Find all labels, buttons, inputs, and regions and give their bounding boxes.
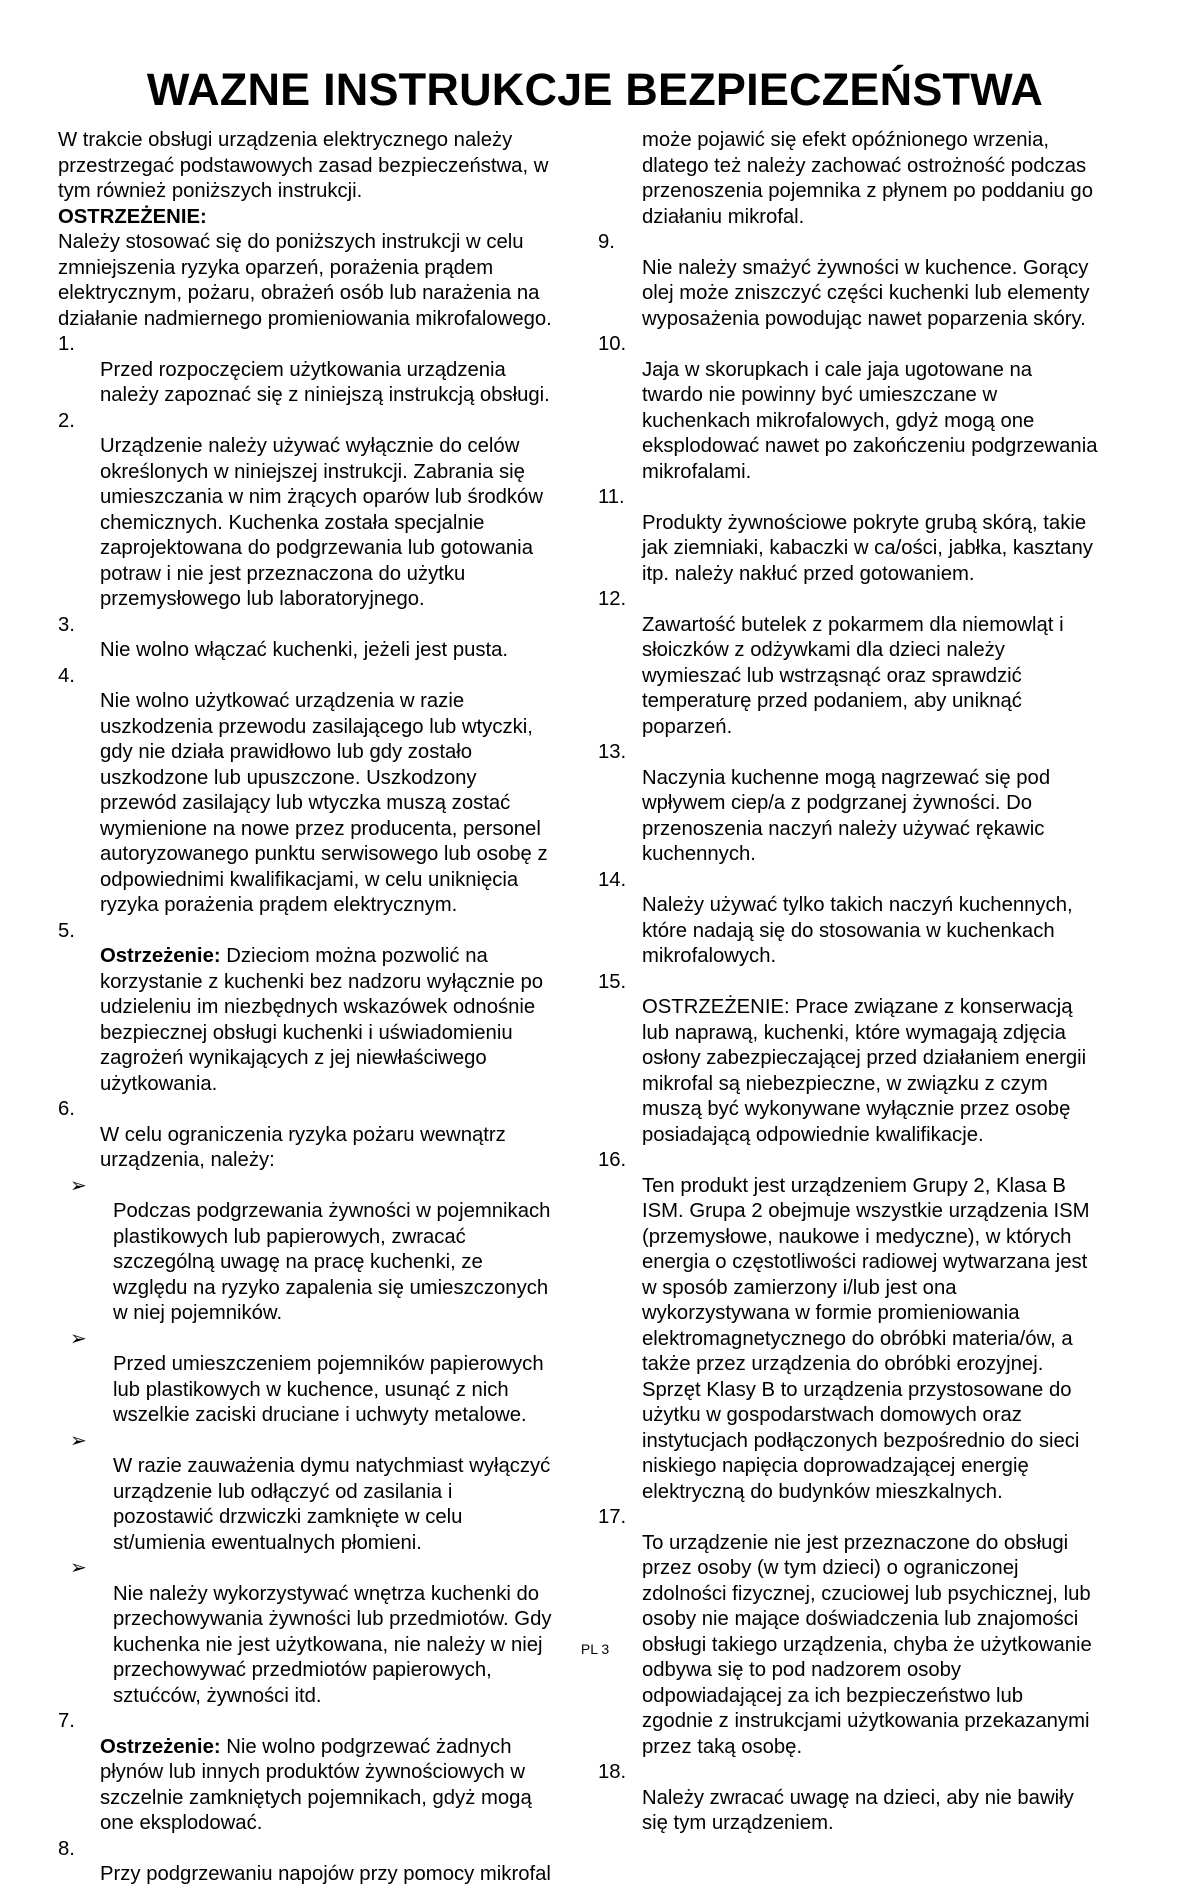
item-8-continuation: może pojawić się efekt opóźnionego wrzenia, dlatego też należy zachować ostrożność podczas przenoszenia pojemnika z płynem po poddaniu go działaniu mikrofal.	[642, 129, 1093, 228]
arrow-bullet-icon: ➢	[70, 1327, 87, 1350]
item-text: Dzieciom można pozwolić na korzystanie z kuchenki bez nadzoru wyłącznie po udzieleniu im niezbędnych wskazówek odnośnie bezpiecznej obsługi kuchenki i uświadomieniu zagrożeń wynikających z jej niewłaściwego użytkowania.	[100, 945, 544, 1095]
list-item-1	[58, 332, 594, 409]
list-item-8	[58, 1837, 594, 1888]
intro-paragraph: W trakcie obsługi urządzenia elektrycznego należy przestrzegać podstawowych zasad bezpieczeństwa, w tym również poniższych instrukcji.	[58, 129, 549, 202]
item-text: Przy podgrzewaniu napojów przy pomocy mikrofal	[100, 1863, 551, 1885]
item-number: 14.	[598, 868, 627, 891]
list-item-17	[598, 1505, 1146, 1760]
sub-list-item-1	[58, 1174, 594, 1327]
item-number: 17.	[598, 1506, 627, 1528]
item-text: Nie należy smażyć żywności w kuchence. Gorący olej może zniszczyć części kuchenki lub elementy wyposażenia powodując nawet poparzenia skóry.	[642, 256, 1090, 330]
list-item-12	[598, 587, 1146, 740]
item-text: Produkty żywnościowe pokryte grubą skórą, takie jak ziemniaki, kabaczki w ca/ości, jabłka, kasztany itp. należy nakłuć przed gotowaniem.	[642, 511, 1093, 585]
sub-item-text: Nie należy wykorzystywać wnętrza kuchenki do przechowywania żywności lub przedmiotów. Gdy kuchenka nie jest użytkowana, nie należy w niej przechowywać przedmiotów papierowych, sztućców, żywności itd.	[113, 1582, 552, 1707]
list-item-15	[598, 970, 1146, 1149]
warning-paragraph: Należy stosować się do poniższych instrukcji w celu zmniejszenia ryzyka oparzeń, porażenia prądem elektrycznym, pożaru, obrażeń osób lub narażenia na działanie nadmiernego promieniowania mikrofalowego.	[58, 231, 552, 330]
left-column	[58, 128, 594, 1888]
list-item-5	[58, 919, 594, 1098]
item-text: Należy używać tylko takich naczyń kuchennych, które nadają się do stosowania w kuchenkach mikrofalowych.	[642, 894, 1073, 967]
item-text: Należy zwracać uwagę na dzieci, aby nie bawiły się tym urządzeniem.	[642, 1786, 1074, 1834]
list-item-7	[58, 1709, 594, 1837]
item-text: Zawartość butelek z pokarmem dla niemowląt i słoiczków z odżywkami dla dzieci należy wymieszać lub wstrząsnąć oraz sprawdzić temperaturę przed podaniem, aby uniknąć poparzeń.	[642, 613, 1064, 738]
item-number: 2.	[58, 409, 75, 432]
list-item-14	[598, 868, 1146, 970]
sub-list-item-3	[58, 1429, 594, 1557]
item-number: 10.	[598, 333, 627, 355]
item-text: Naczynia kuchenne mogą nagrzewać się pod wpływem ciep/a z podgrzanej żywności. Do przenoszenia naczyń należy używać rękawic kuchennych.	[642, 766, 1051, 865]
sub-list-item-2	[58, 1327, 594, 1429]
item-text: Urządzenie należy używać wyłącznie do celów określonych w niniejszej instrukcji. Zabrania się umieszczania w nim żrących oparów lub środków chemicznych. Kuchenka została specjalnie zaprojektowana do podgrzewania lub gotowania potraw i nie jest przeznaczona do użytku przemysłowego lub laboratoryjnego.	[100, 435, 543, 610]
item-text: Jaja w skorupkach i cale jaja ugotowane na twardo nie powinny być umieszczane w kuchenkach mikrofalowych, gdyż mogą one eksplodować nawet po zakończeniu podgrzewania mikrofalami.	[642, 358, 1098, 483]
item-number: 7.	[58, 1710, 75, 1732]
item-warning-label: Ostrzeżenie:	[100, 945, 221, 967]
item-number: 15.	[598, 970, 627, 993]
right-column	[598, 128, 1146, 1837]
list-item-13	[598, 740, 1146, 868]
list-item-16	[598, 1148, 1146, 1505]
list-item-9	[598, 230, 1146, 332]
item-text: To urządzenie nie jest przeznaczone do obsługi przez osoby (w tym dzieci) o ograniczonej zdolności fizycznej, czuciowej lub psychicznej, lub osoby nie mające doświadczenia lub znajomości obsługi takiego urządzenia, chyba że użytkowanie odbywa się to pod nadzorem osoby odpowiadającej za ich bezpieczeństwo lub zgodnie z instrukcjami użytkowania przekazanymi przez taką osobę.	[642, 1531, 1092, 1758]
arrow-bullet-icon: ➢	[70, 1557, 87, 1579]
list-item-18	[598, 1760, 1146, 1837]
list-item-2	[58, 409, 594, 613]
item-text: Ten produkt jest urządzeniem Grupy 2, Klasa B ISM. Grupa 2 obejmuje wszystkie urządzenia ISM (przemysłowe, naukowe i medyczne), w których energia o częstotliwości radiowej wytwarzana jest w sposób zamierzony i/lub jest ona wykorzystywana w formie promieniowania elektromagnetycznego do obróbki materia/ów, a także przez urządzenia do obróbki erozyjnej. Sprzęt Klasy B to urządzenia przystosowane do użytku w gospodarstwach domowych oraz instytucjach podłączonych bezpośrednio do sieci niskiego napięcia doprowadzającej energię elektryczną do budynków mieszkalnych.	[642, 1174, 1090, 1503]
item-number: 11.	[598, 486, 625, 508]
sub-item-text: Podczas podgrzewania żywności w pojemnikach plastikowych lub papierowych, zwracać szczególną uwagę na pracę kuchenki, ze względu na ryzyko zapalenia się umieszczonych w niej pojemników.	[113, 1200, 551, 1324]
item-warning-label: Ostrzeżenie:	[100, 1735, 221, 1758]
page-number: PL 3	[580, 1641, 610, 1657]
item-number: 12.	[598, 588, 627, 610]
sub-item-text: W razie zauważenia dymu natychmiast wyłączyć urządzenie lub odłączyć od zasilania i pozostawić drzwiczki zamknięte w celu st/umienia ewentualnych płomieni.	[113, 1455, 551, 1554]
warning-heading: OSTRZEŻENIE:	[58, 205, 207, 228]
item-text: W celu ograniczenia ryzyka pożaru wewnątrz urządzenia, należy:	[100, 1123, 506, 1171]
item-text: Przed rozpoczęciem użytkowania urządzenia należy zapoznać się z niniejszą instrukcją obsługi.	[100, 358, 550, 406]
sub-item-text: Przed umieszczeniem pojemników papierowych lub plastikowych w kuchence, usunąć z nich wszelkie zaciski druciane i uchwyty metalowe.	[113, 1353, 544, 1426]
arrow-bullet-icon: ➢	[70, 1429, 87, 1452]
list-item-6	[58, 1097, 594, 1174]
item-number: 3.	[58, 613, 75, 636]
item-number: 6.	[58, 1098, 75, 1120]
item-number: 1.	[58, 333, 75, 355]
list-item-10	[598, 332, 1146, 485]
item-number: 8.	[58, 1837, 75, 1860]
item-text: Nie wolno włączać kuchenki, jeżeli jest pusta.	[100, 639, 509, 661]
list-item-4	[58, 664, 594, 919]
page-title: WAZNE INSTRUKCJE BEZPIECZEŃSTWA	[146, 64, 1044, 115]
list-item-3	[58, 613, 594, 664]
arrow-bullet-icon: ➢	[70, 1174, 87, 1197]
list-item-11	[598, 485, 1146, 587]
sub-list-item-4	[58, 1556, 594, 1709]
item-text: Nie wolno podgrzewać żadnych płynów lub innych produktów żywnościowych w szczelnie zamkniętych pojemnikach, gdyż mogą one eksplodować.	[100, 1735, 532, 1834]
item-number: 5.	[58, 919, 75, 942]
item-number: 9.	[598, 231, 615, 253]
item-number: 4.	[58, 664, 75, 687]
item-number: 13.	[598, 741, 627, 763]
item-number: 16.	[598, 1149, 627, 1171]
item-number: 18.	[598, 1761, 627, 1783]
item-text: Nie wolno użytkować urządzenia w razie uszkodzenia przewodu zasilającego lub wtyczki, gdy nie działa prawidłowo lub gdy zostało uszkodzone lub upuszczone. Uszkodzony przewód zasilający lub wtyczka muszą zostać wymienione na nowe przez producenta, personel autoryzowanego punktu serwisowego lub osobę z odpowiednimi kwalifikacjami, w celu uniknięcia ryzyka porażenia prądem elektrycznym.	[100, 690, 548, 916]
item-text: OSTRZEŻENIE: Prace związane z konserwacją lub naprawą, kuchenki, które wymagają zdjęcia osłony zabezpieczającej przed działaniem energii mikrofal są niebezpieczne, w związku z czym muszą być wykonywane wyłącznie przez osobę posiadającą odpowiednie kwalifikacje.	[642, 996, 1087, 1146]
